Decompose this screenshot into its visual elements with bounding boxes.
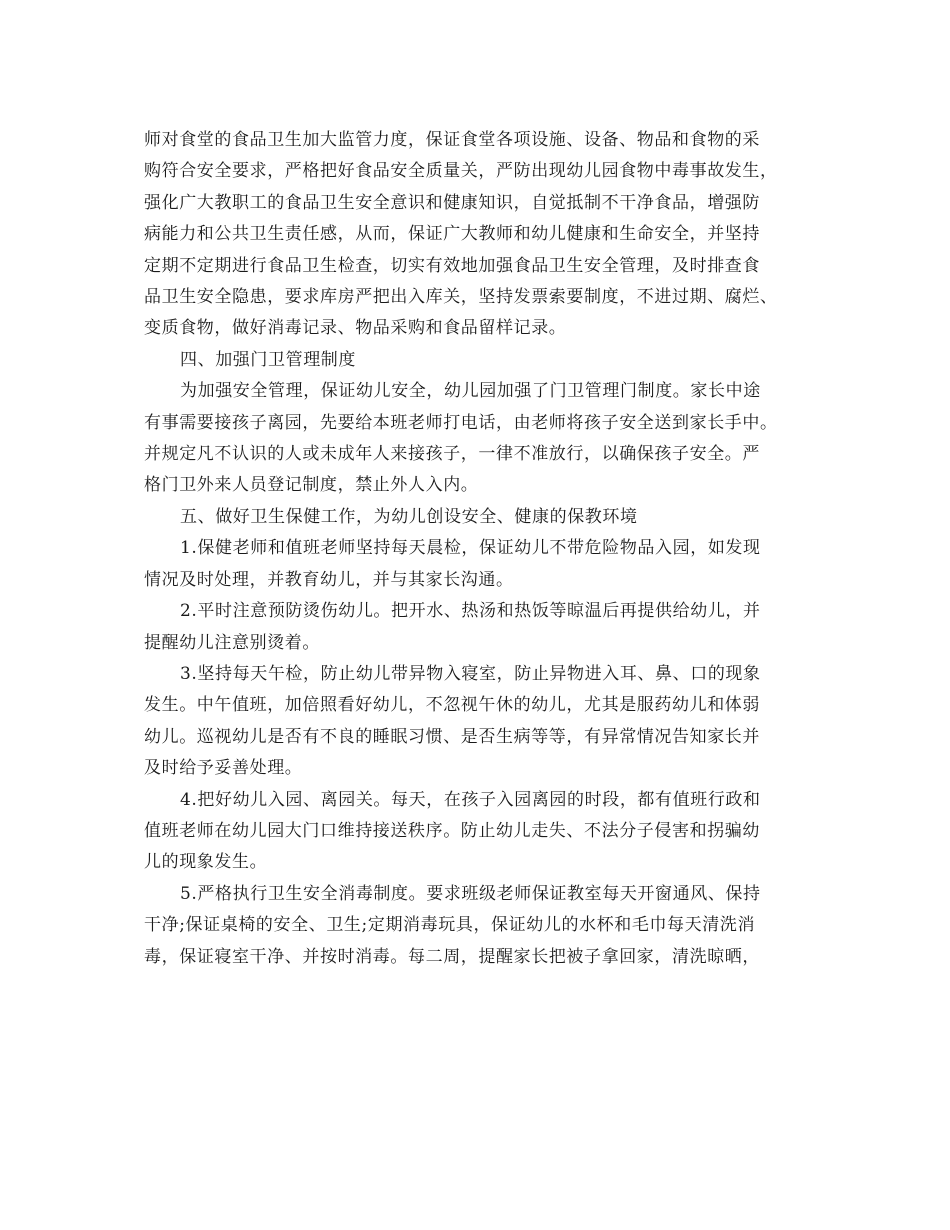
text-line: 干净;保证桌椅的安全、卫生;定期消毒玩具，保证幼儿的水杯和毛巾每天清洗消 [144,915,756,936]
text-line: 1.保健老师和值班老师坚持每天晨检，保证幼儿不带危险物品入园，如发现 [180,538,761,559]
text-line: 并规定凡不认识的人或未成年人来接孩子，一律不准放行，以确保孩子安全。严 [144,444,760,465]
text-line: 发生。中午值班，加倍照看好幼儿，不忽视午休的幼儿，尤其是服药幼儿和体弱 [144,695,760,716]
paragraph [144,125,804,345]
document-page [144,125,804,973]
text-line: 儿的现象发生。 [144,852,268,873]
text-line: 格门卫外来人员登记制度，禁止外人入内。 [144,475,479,496]
text-line: 提醒幼儿注意别烫着。 [144,632,320,653]
paragraph [144,345,804,376]
text-line: 变质食物，做好消毒记录、物品采购和食品留样记录。 [144,318,567,339]
text-line: 四、加强门卫管理制度 [180,349,356,370]
paragraph [144,785,804,879]
text-line: 3.坚持每天午检，防止幼儿带异物入寝室，防止异物进入耳、鼻、口的现象 [180,663,761,684]
text-line: 情况及时处理，并教育幼儿，并与其家长沟通。 [144,569,514,590]
paragraph [144,376,804,502]
text-line: 4.把好幼儿入园、离园关。每天，在孩子入园离园的时段，都有值班行政和 [180,789,761,810]
text-line: 幼儿。巡视幼儿是否有不良的睡眠习惯、是否生病等等，有异常情况告知家长并 [144,726,760,747]
text-line: 购符合安全要求，严格把好食品安全质量关，严防出现幼儿园食物中毒事故发生， [144,161,778,182]
text-line: 毒，保证寝室干净、并按时消毒。每二周，提醒家长把被子拿回家，清洗晾晒， [144,946,760,967]
paragraph [144,533,804,596]
text-line: 5.严格执行卫生安全消毒制度。要求班级老师保证教室每天开窗通风、保持 [180,883,761,904]
paragraph [144,659,804,785]
text-line: 2.平时注意预防烫伤幼儿。把开水、热汤和热饭等晾温后再提供给幼儿，并 [180,601,761,622]
paragraph [144,879,804,973]
text-line: 品卫生安全隐患，要求库房严把出入库关，坚持发票索要制度，不进过期、腐烂、 [144,287,778,308]
text-line: 定期不定期进行食品卫生检查，切实有效地加强食品卫生安全管理，及时排查食 [144,255,760,276]
text-line: 为加强安全管理，保证幼儿安全，幼儿园加强了门卫管理门制度。家长中途 [180,381,761,402]
text-line: 有事需要接孩子离园，先要给本班老师打电话，由老师将孩子安全送到家长手中。 [144,412,778,433]
text-line: 及时给予妥善处理。 [144,758,303,779]
paragraph [144,502,804,533]
text-line: 病能力和公共卫生责任感，从而，保证广大教师和幼儿健康和生命安全，并坚持 [144,224,760,245]
text-line: 师对食堂的食品卫生加大监管力度，保证食堂各项设施、设备、物品和食物的采 [144,130,760,150]
text-line: 值班老师在幼儿园大门口维持接送秩序。防止幼儿走失、不法分子侵害和拐骗幼 [144,820,760,841]
paragraph [144,596,804,659]
text-line: 强化广大教职工的食品卫生安全意识和健康知识，自觉抵制不干净食品，增强防 [144,192,760,213]
text-line: 五、做好卫生保健工作，为幼儿创设安全、健康的保教环境 [180,506,638,527]
